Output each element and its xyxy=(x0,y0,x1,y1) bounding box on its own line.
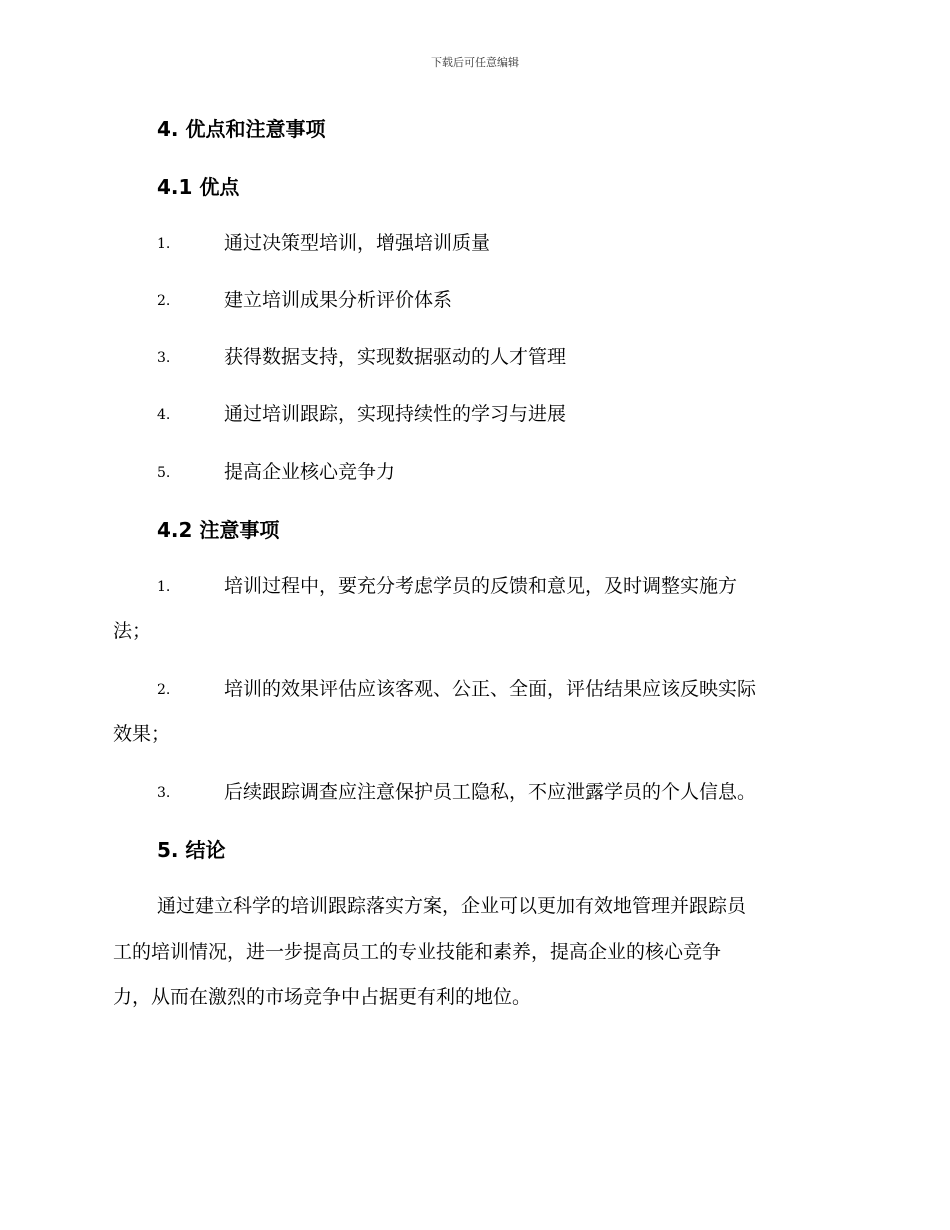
section-5-heading: 5. 结论 xyxy=(157,838,226,862)
list-text: 培训的效果评估应该客观、公正、全面，评估结果应该反映实际 xyxy=(224,678,757,700)
conclusion-line-1: 通过建立科学的培训跟踪落实方案，企业可以更加有效地管理并跟踪员 xyxy=(157,895,747,917)
list-number: 1. xyxy=(157,579,171,595)
caution-item-2-continuation: 效果； xyxy=(113,723,171,745)
list-text: 提高企业核心竞争力 xyxy=(224,461,396,483)
conclusion-line-3: 力，从而在激烈的市场竞争中占据更有利的地位。 xyxy=(113,986,532,1008)
list-text: 通过培训跟踪，实现持续性的学习与进展 xyxy=(224,403,567,425)
section-4-heading: 4. 优点和注意事项 xyxy=(157,117,326,141)
list-number: 2. xyxy=(157,293,171,309)
list-number: 1. xyxy=(157,236,171,252)
list-text: 培训过程中，要充分考虑学员的反馈和意见，及时调整实施方 xyxy=(224,575,738,597)
caution-item-1-continuation: 法； xyxy=(113,620,152,642)
list-number: 4. xyxy=(157,407,171,423)
list-text: 通过决策型培训，增强培训质量 xyxy=(224,232,491,254)
list-text: 建立培训成果分析评价体系 xyxy=(224,289,453,311)
list-number: 5. xyxy=(157,465,171,481)
conclusion-line-2: 工的培训情况，进一步提高员工的专业技能和素养，提高企业的核心竞争 xyxy=(113,941,722,963)
list-text: 后续跟踪调查应注意保护员工隐私，不应泄露学员的个人信息。 xyxy=(224,781,757,803)
list-number: 3. xyxy=(157,350,171,366)
section-4-2-heading: 4.2 注意事项 xyxy=(157,518,280,542)
section-4-1-heading: 4.1 优点 xyxy=(157,175,240,199)
list-text: 获得数据支持，实现数据驱动的人才管理 xyxy=(224,346,567,368)
list-number: 2. xyxy=(157,682,171,698)
list-number: 3. xyxy=(157,785,171,801)
header-note: 下载后可任意编辑 xyxy=(431,56,519,69)
